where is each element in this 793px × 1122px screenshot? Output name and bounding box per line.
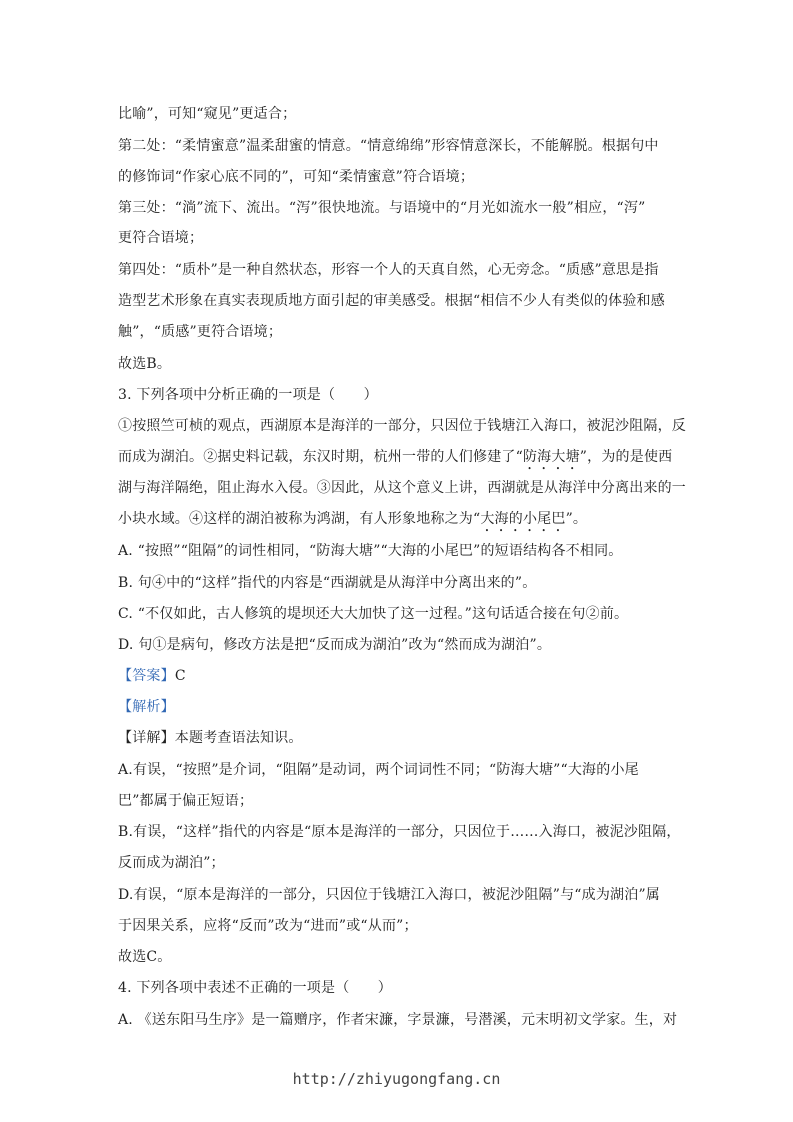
option-b: B. 句④中的“这样”指代的内容是“西湖就是从海洋中分离出来的”。 [118,575,537,591]
question-4-stem: 4. 下列各项中表述不正确的一项是（ ） [118,980,393,996]
text-line: 第三处：“淌”流下、流出。“泻”很快地流。与语境中的“月光如流水一般”相应，“泻” [118,200,646,216]
text-line: 巴”都属于偏正短语； [118,793,254,809]
text-line: 于因果关系，应将“反而”改为“进而”或“从而”； [118,918,418,934]
text-segment: 小块水域。④这样的湖泊被称为鸿湖，有人形象地称之为“ [118,511,481,527]
text-line: 造型艺术形象在真实表现质地方面引起的审美感受。根据“相信不少人有类似的体验和感 [118,293,665,309]
text-line: A.有误，“按照”是介词，“阻隔”是动词，两个词词性不同；“防海大塘”“大海的小尾 [118,762,639,778]
answer-label: 【答案】 [118,668,175,684]
text-line: 反而成为湖泊”； [118,855,225,871]
option-d: D. 句①是病句，修改方法是把“反而成为湖泊”改为“然而成为湖泊”。 [118,637,552,653]
text-line [118,511,587,535]
text-line: 比喻”，可知“窥见”更适合； [118,106,297,122]
text-line: 故选C。 [118,949,172,965]
text-segment: ”，为的是使西 [579,449,673,465]
text-line: B.有误，“这样”指代的内容是“原本是海洋的一部分，只因位于……入海口，被泥沙阻隔， [118,824,681,840]
text-line: 第四处：“质朴”是一种自然状态，形容一个人的天真自然，心无旁念。“质感”意思是指 [118,262,659,278]
text-line: 故选B。 [118,356,172,372]
analysis-label: 【解析】 [118,699,175,715]
option-a: A. 《送东阳马生序》是一篇赠序，作者宋濂，字景濂，号潜溪，元末明初文学家。生，对 [118,1012,678,1028]
emphasized-phrase: 防海大塘 [522,449,580,465]
text-line: 更符合语境； [118,230,204,246]
option-a: A. “按照”“阻隔”的词性相同，“防海大塘”“大海的小尾巴”的短语结构各不相同。 [118,543,623,559]
text-segment: ”。 [565,511,588,527]
text-line: ①按照竺可桢的观点，西湖原本是海洋的一部分，只因位于钱塘江入海口，被泥沙阻隔，反 [118,418,686,434]
text-line: 【详解】本题考查语法知识。 [118,730,303,746]
footer-url: http://zhiyugongfang.cn [292,1070,501,1088]
text-line [118,449,672,473]
answer-line [118,668,186,684]
answer-value: C [174,668,186,684]
emphasized-phrase: 大海的小尾巴 [480,511,566,527]
text-line: 触”，“质感”更符合语境； [118,324,283,340]
text-segment: 而成为湖泊。②据史料记载，东汉时期，杭州一带的人们修建了“ [118,449,523,465]
text-line: 的修饰词“作家心底不同的”，可知“柔情蜜意”符合语境； [118,169,475,185]
text-line: 第二处：“柔情蜜意”温柔甜蜜的情意。“情意绵绵”形容情意深长，不能解脱。根据句中 [118,138,659,154]
text-line: 湖与海洋隔绝，阻止海水入侵。③因此，从这个意义上讲，西湖就是从海洋中分离出来的一 [118,480,686,496]
option-c: C. “不仅如此，古人修筑的堤坝还大大加快了这一过程。”这句话适合接在句②前。 [118,606,629,622]
question-3-stem: 3. 下列各项中分析正确的一项是（ ） [118,387,378,403]
text-line: D.有误，“原本是海洋的一部分，只因位于钱塘江入海口，被泥沙阻隔”与“成为湖泊”属 [118,887,661,903]
